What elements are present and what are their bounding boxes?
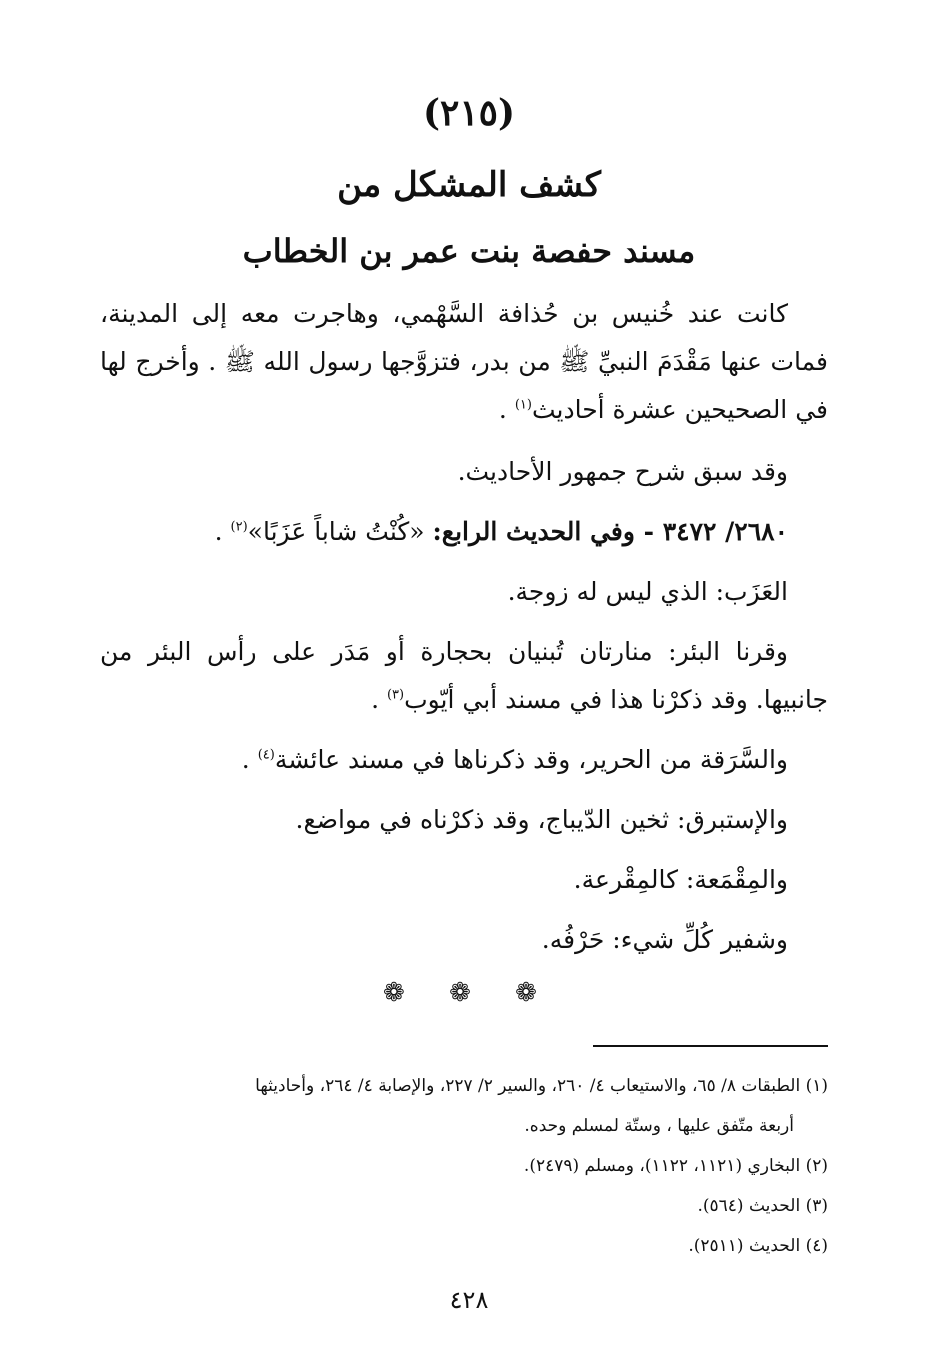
qarna-paragraph — [100, 628, 828, 724]
prior-paragraph: وقد سبق شرح جمهور الأحاديث. — [457, 457, 788, 486]
qarna-text: وقرنا البئر: منارتان تُبنيان بحجارة أو مَدَر على رأس البئر من جانبيها. وقد ذكرْنا هذا في مسند أبي أيّوب — [100, 637, 828, 714]
chapter-number: (٢١٥) — [422, 92, 516, 134]
istabraq-paragraph: والإستبرق: ثخين الدّيباج، وقد ذكرْناه في مواضع. — [295, 805, 788, 834]
hadith-number: ٢٦٨٠/ ٣٤٧٢ - وفي الحديث الرابع: — [432, 517, 788, 546]
footnote-3: (٣) الحديث (٥٦٤). — [697, 1196, 828, 1216]
shafir-paragraph: وشفير كُلِّ شيء: حَرْفُه. — [541, 925, 788, 954]
hadith-end: . — [214, 517, 231, 546]
footnote-ref-2[interactable]: (٢) — [230, 519, 248, 535]
footnote-1 — [100, 1066, 828, 1146]
footnote-divider — [593, 1045, 828, 1047]
section-end-ornaments: ❁ ❁ ❁ — [383, 978, 555, 1008]
intro-text: كانت عند خُنيس بن حُذافة السَّهْمي، وهاجرت معه إلى المدينة، فمات عنها مَقْدَمَ النبيِّ ﷺ من بدر، فتزوَّجها رسول الله ﷺ . وأخرج لها في الصحيحين عشرة أحاديث — [100, 299, 828, 424]
azab-paragraph: العَزَب: الذي ليس له زوجة. — [507, 577, 788, 606]
intro-paragraph — [100, 290, 828, 434]
saraqa-paragraph — [100, 736, 828, 784]
footnotes — [100, 1066, 828, 1266]
hadith-quote: «كُنْتُ شاباً عَزَبًا» — [247, 517, 433, 546]
qarna-end: . — [371, 685, 387, 714]
page-number: ٤٢٨ — [449, 1286, 489, 1314]
saraqa-text: والسَّرَقة من الحرير، وقد ذكرناها في مسند عائشة — [274, 745, 788, 774]
footnote-ref-4[interactable]: (٤) — [257, 747, 275, 763]
footnote-2: (٢) البخاري (١١٢١، ١١٢٢)، ومسلم (٢٤٧٩). — [523, 1156, 828, 1176]
miqma-paragraph: والمِقْمَعة: كالمِقْرعة. — [573, 865, 788, 894]
footnote-4: (٤) الحديث (٢٥١١). — [688, 1236, 828, 1256]
section-title: كشف المشكل من — [337, 165, 601, 205]
main-text — [100, 290, 828, 976]
hadith-paragraph — [100, 508, 828, 556]
footnote-1-text: (١) الطبقات ٨/ ٦٥، والاستيعاب ٤/ ٢٦٠، والسير ٢/ ٢٢٧، والإصابة ٤/ ٢٦٤، وأحاديثها — [255, 1076, 828, 1096]
saraqa-end: . — [241, 745, 258, 774]
footnote-ref-1[interactable]: (١) — [514, 397, 532, 413]
intro-end: . — [498, 395, 515, 424]
musnad-title: مسند حفصة بنت عمر بن الخطاب — [242, 232, 696, 270]
footnote-1-continuation: أربعة متّفق عليها ، وستّة لمسلم وحده. — [524, 1116, 794, 1136]
footnote-ref-3[interactable]: (٣) — [386, 687, 405, 703]
